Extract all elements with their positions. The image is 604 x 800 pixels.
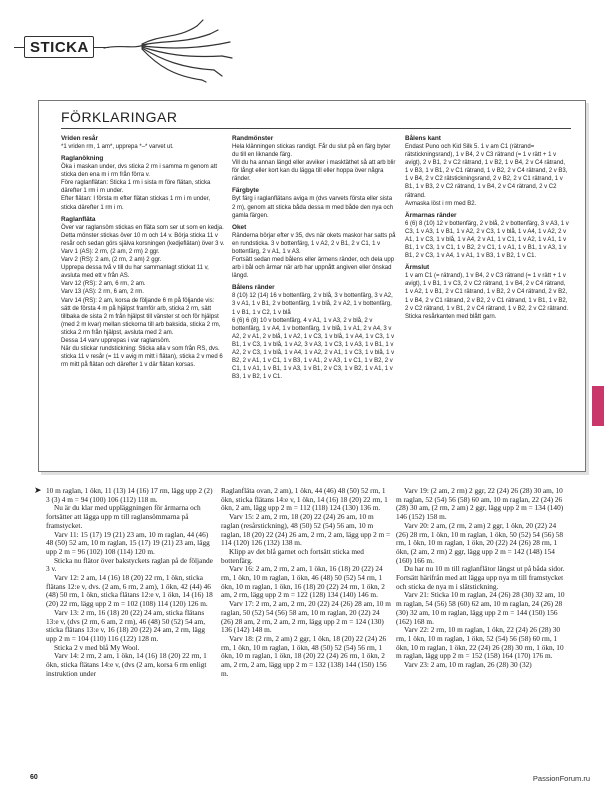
page-number: 60 bbox=[30, 774, 38, 781]
box-title-rule bbox=[61, 128, 571, 129]
term-text: Hela klänningen stickas randigt. Får du slut på en färg byter du till en liknande färg. Vill du ha annan längd eller avviker i masktäthet så att arb blir för långt eller kort kan du lägga till eller hoppa över några ränder. bbox=[232, 144, 396, 183]
term-heading: Ärmarnas ränder bbox=[405, 211, 457, 219]
box-title: FÖRKLARINGAR bbox=[61, 109, 178, 125]
paragraph: Varv 16: 2 am, 2 rm, 2 am, 1 ökn, 16 (18) 20 (22) 24 rm, 1 ökn, 10 m raglan, 1 ökn, 46 (48) 50 (52) 54 rm, 1 ökn, 10 m raglan, 1 ökn, 16 (18) 20 (22) 24 rm, 1 ökn, 2 am, 2 rm, lägg upp 2 m = 122 (128) 134 (140) 146 m. bbox=[221, 564, 385, 600]
term-heading: Raglanfläta bbox=[61, 215, 96, 223]
paragraph: Varv 14: 2 rm, 2 am, 1 ökn, 14 (16) 18 (20) 22 rm, 1 ökn, sticka flätans 14:e v, (dvs (2 am, korsa 6 rm enligt instruktion under bbox=[46, 651, 207, 678]
term-text: 6 (6) 8 (10) 12 v bottenfärg, 2 v blå, 2 v bottenfärg, 3 v A3, 1 v C3, 1 v A3, 1 v B1, 1 v A2, 2 v C3, 1 v blå, 1 v A4, 1 v A2, 2 v A1, 1 v C3, 1 v blå, 1 v A4, 2 v A1, 1 v C1, 1 v A2, 1 v A1, 1 v B1, 1 v C3, 1 v C1, 1 v B2, 2 v C1, 1 v A1, 1 v B1, 1 v A3, 1 v B1, 2 v C3, 1 v A4, 1 v A1, 1 v B3, 1 v B2, 1 v C1. bbox=[405, 220, 569, 260]
term-text: *1 vriden rm, 1 am*, upprepa *–* varvet ut. bbox=[61, 144, 174, 150]
term-text: Ränderna börjar efter v 35, dvs när okets maskor har satts på en rundsticka. 3 v bottenfärg, 1 v A2, 2 v B1, 2 v C1, 1 v bottenfärg, 2 v A1, 1 v A3. Fortsätt sedan med bålens eller ärmens ränder, och dela upp arb i bål och ärmar när arb har uppnått angiven eller önskad längd. bbox=[232, 232, 396, 280]
section-title: STICKA bbox=[30, 39, 89, 56]
term-text: Byt färg i raglanflätans aviga m (dvs varvets första eller sista 2 m), genom att sticka båda dessa m med både den nya och gamla färgen. bbox=[232, 196, 394, 219]
continuation-arrow-icon: ➤ bbox=[34, 486, 42, 496]
paragraph: Varv 11: 15 (17) 19 (21) 23 am, 10 m raglan, 44 (46) 48 (50) 52 am, 10 m raglan, 15 (17) 19 (21) 23 am, lägg upp 2 m = 96 (102) 108 (114) 120 m. bbox=[46, 529, 210, 556]
term-text: 8 (10) 12 (14) 16 v bottenfärg, 2 v blå, 3 v bottenfärg, 3 v A2, 3 v A1, 1 v B1, 2 v bottenfärg, 1 v blå, 2 v A2, 1 v bottenfärg, 1 v B1, 1 v C2, 1 v blå 6 (6) 6 (8) 10 v bottenfärg, 4 v A1, 1 v A3, 2 v blå, 2 v bottenfärg, 1 v A4, 1 v bottenfärg, 1 v blå, 1 v A1, 2 v A4, 3 v A2, 2 v A1, 2 v blå, 1 v A2, 1 v C3, 1 v blå, 1 v A4, 1 v C3, 1 v B1, 1 v C3, 1 v blå, 1 v A2, 3 v A3, 1 v C3, 1 v A3, 1 v B1, 1 v A2, 2 v C3, 1 v blå, 1 v A4, 1 v A2, 2 v A1, 1 v C3, 1 v blå, 1 v B2, 2 v A1, 1 v C1, 1 v B3, 1 v A1, 2 v A3, 1 v C1, 1 v B2, 2 v C1, 1 v A1, 1 v B1, 1 v A3, 1 v B1, 2 v C3, 1 v B2, 1 v A1, 1 v B3, 1 v B2, 1 v C1. bbox=[232, 293, 395, 381]
term-text: 1 v am C1 (= rätrand), 1 v B4, 2 v C3 rätrand (= 1 v rätt + 1 v avigt), 1 v B1, 1 v C3, 2 v C2 rätrand, 1 v B4, 2 v C4 rätrand, 1 v A2, 1 v B1, 2 v C1 rätrand, 1 v B2, 2 v C4 rätrand, 2 v B2, 1 v B4, 2 v C1 rätrand, 2 v B2, 2 v C1 rätrand, 1 v B1, 1 v B2, 2 v C2 rätrand, 1 v B1, 2 v C4 rätrand, 1 v B2, 2 v C2 rätrand. Sticka resårkanten med blått garn. bbox=[405, 273, 569, 320]
explanations-column-2 bbox=[232, 131, 396, 381]
paragraph: Nu är du klar med uppläggningen för ärmarna och fortsätter att lägga upp m till raglansömmarna på framstycket. bbox=[46, 503, 201, 530]
term-heading: Randmönster bbox=[232, 135, 274, 142]
watermark: PassionForum.ru bbox=[532, 774, 590, 783]
explanations-box bbox=[38, 100, 586, 472]
paragraph: Varv 17: 2 rm, 2 am, 2 rm, 20 (22) 24 (26) 28 am, 10 m raglan, 50 (52) 54 (56) 58 am, 10 m raglan, 20 (22) 24 (26) 28 am, 2 rm, 2 am, 2 rm, lägg upp 2 m = 124 (130) 136 (142) 148 m. bbox=[221, 599, 391, 635]
paragraph: Sticka nu flätor över bakstyckets raglan på de följande 3 v. bbox=[46, 555, 213, 574]
body-column-3 bbox=[396, 487, 566, 670]
paragraph: Klipp av det blå garnet och fortsätt sticka med bottenfärg. bbox=[221, 546, 364, 565]
paragraph: Varv 19: (2 am, 2 rm) 2 ggr, 22 (24) 26 (28) 30 am, 10 m raglan, 52 (54) 56 (58) 60 am, 10 m raglan, 22 (24) 26 (28) 30 am, (2 rm, 2 am) 2 ggr, lägg upp 2 m = 134 (140) 146 (152) 158 m. bbox=[396, 486, 564, 522]
term-heading: Bålens ränder bbox=[232, 284, 275, 292]
term-heading: Raglanökning bbox=[61, 155, 104, 163]
paragraph: Raglanfläta ovan, 2 am), 1 ökn, 44 (46) 48 (50) 52 rm, 1 ökn, sticka flätans 14:e v, 1 ökn, 14 (16) 18 (20) 22 rm, 1 ökn, 2 am, lägg upp 2 m = 112 (118) 124 (130) 136 m. bbox=[221, 486, 388, 513]
paragraph: Varv 15: 2 am, 2 rm, 18 (20) 22 (24) 26 am, 10 m raglan (resårstickning), 48 (50) 52 (54) 56 am, 10 m raglan, 18 (20) 22 (24) 26 am, 2 rm, 2 am, lägg upp 2 m = 114 (120) 126 (132) 138 m. bbox=[221, 512, 391, 548]
term-heading: Ärmslut bbox=[405, 264, 430, 272]
term-heading: Bålens kant bbox=[405, 135, 441, 142]
term-heading: Oket bbox=[232, 223, 247, 231]
term-heading: Färgbyte bbox=[232, 187, 259, 195]
term-text: Endast Puno och Kid Silk 5. 1 v am C1 (rätrand= rätstickningsrand), 1 v B4, 2 v C3 rätrand (= 1 v rätt + 1 v avigt), 2 v B1, 2 v C2 rätrand, 1 v B2, 1 v B4, 2 v C4 rätrand, 1 v B3, 1 v B1, 2 v C1 rätrand, 1 v B2, 2 v C4 rätrand, 2 v B3, 1 v B4, 2 v C2 rätstickningsrand, 2 v B2, 2 v C1 rätrand, 1 v B1, 1 v B3, 2 v C2 rätrand, 1 v B4, 2 v C4 rätrand, 2 v C2 rätrand. Avmaska löst i rm med B2. bbox=[405, 144, 568, 207]
paragraph: Varv 12: 2 am, 14 (16) 18 (20) 22 rm, 1 ökn, sticka flätans 12:e v, dvs. (2 am, 6 rm, 2 am), 1 ökn, 42 (44) 46 (48) 50 rm, 1 ökn, sticka flätans 12:e v, 1 ökn, 14 (16) 18 (20) 22 rm, lägg upp 2 m = 102 (108) 114 (120) 126 m. bbox=[46, 573, 213, 609]
paragraph: Varv 22: 2 rm, 10 m raglan, 1 ökn, 22 (24) 26 (28) 30 rm, 1 ökn, 10 m raglan, 1 ökn, 52 (54) 56 (58) 60 rm, 1 ökn, 10 m raglan, 1 ökn, 22 (24) 26 (28) 30 rm, 1 ökn, 10 m raglan, lägg upp 2 m = 152 (158) 164 (170) 176 m. bbox=[396, 625, 564, 661]
paragraph: Varv 18: (2 rm, 2 am) 2 ggr, 1 ökn, 18 (20) 22 (24) 26 rm, 1 ökn, 10 m raglan, 1 ökn, 48 (50) 52 (54) 56 rm, 1 ökn, 10 m raglan, 1 ökn, 18 (20) 22 (24) 26 rm, 1 ökn, 2 am, 2 rm, 2 am, lägg upp 2 m = 132 (138) 144 (150) 156 m. bbox=[221, 633, 387, 678]
paragraph: Du har nu 10 m till raglanflätor längst ut på båda sidor. Fortsätt härifrån med att lägga upp nya m till framstycket och sticka de nya m i slätstickning. bbox=[396, 564, 565, 591]
term-text: Över var raglansöm stickas en fläta som ser ut som en kedja. Detta mönster stickas över 10 m och 14 v. Börja sticka 11 v resår och sedan görs själva korsningen (kedjeflätan) över 3 v. Varv 1 (AS): 2 rm, (2 am, 2 rm) 2 ggr. Varv 2 (RS): 2 am, (2 rm, 2 am) 2 ggr. Upprepa dessa två v till du har sammanlagt stickat 11 v, avsluta med ett v från AS. Varv 12 (RS): 2 am, 6 rm, 2 am. Varv 13 (AS): 2 rm, 6 am, 2 rm. Varv 14 (RS): 2 am, korsa de följande 6 m på följande vis: sätt de första 4 m på hjälpst framför arb, sticka 2 rm, sätt tillbaka de sista 2 m från hjälpst till vänster st och för hjälpst (med 2 m kvar) mellan stickorna till arb baksida, sticka 2 rm, sticka 2 rm från hjälpst, avsluta med 2 am. Dessa 14 varv upprepas i var raglansöm. När du stickar rundstickning: Sticka alla v som från RS, dvs. sticka 11 v resår (= 11 v avig m mitt i flätan), sticka 2 v med 6 rm mitt på flätan och därefter 1 v där flätan korsas. bbox=[61, 224, 225, 369]
paragraph: Varv 23: 2 am, 10 m raglan, 26 (28) 30 (32) bbox=[404, 660, 532, 670]
body-column-2 bbox=[221, 487, 391, 678]
explanations-column-1 bbox=[61, 131, 225, 369]
body-column-1 bbox=[46, 487, 216, 678]
paragraph: Varv 20: 2 am, (2 rm, 2 am) 2 ggr, 1 ökn, 20 (22) 24 (26) 28 rm, 1 ökn, 10 m raglan, 1 ökn, 50 (52) 54 (56) 58 rm, 1 ökn, 10 m raglan, 1 ökn, 20 (22) 24 (26) 28 rm, 1 ökn, (2 am, 2 rm) 2 ggr, lägg upp 2 m = 142 (148) 154 (160) 166 m. bbox=[396, 520, 563, 565]
paragraph: Varv 21: Sticka 10 m raglan, 24 (26) 28 (30) 32 am, 10 m raglan, 54 (56) 58 (60) 62 am, 10 m raglan, 24 (26) 28 (30) 32 am, 10 m raglan, lägg upp 2 m = 144 (150) 156 (162) 168 m. bbox=[396, 590, 565, 626]
paragraph: Varv 13: 2 rm, 16 (18) 20 (22) 24 am, sticka flätans 13:e v, (dvs (2 rm, 6 am, 2 rm), 46 (48) 50 (52) 54 am, sticka flätans 13:e v, 16 (18) 20 (22) 24 am, 2 rm, lägg upp 2 m = 104 (110) 116 (122) 128 m. bbox=[46, 607, 206, 643]
section-header bbox=[14, 14, 244, 84]
explanations-column-3 bbox=[405, 131, 569, 321]
term-text: Öka i maskan under, dvs sticka 2 rm i samma m genom att sticka den ena m i rm från förra v. Före raglanflätan: Sticka 1 rm i sista m före flätan, sticka därefter 1 rm i m under. Efter flätan: I första m efter flätan stickas 1 rm i m under, sticka därefter 1 rm i m. bbox=[61, 164, 218, 211]
yarn-illustration bbox=[102, 14, 242, 84]
paragraph: 10 m raglan, 1 ökn, 11 (13) 14 (16) 17 rm, lägg upp 2 (2) 3 (3) 4 m = 94 (100) 106 (112) 118 m. bbox=[46, 486, 213, 504]
page-edge-tab bbox=[592, 386, 604, 426]
term-heading: Vriden resår bbox=[61, 135, 98, 142]
paragraph: Sticka 2 v med blå My Wool. bbox=[54, 642, 140, 652]
